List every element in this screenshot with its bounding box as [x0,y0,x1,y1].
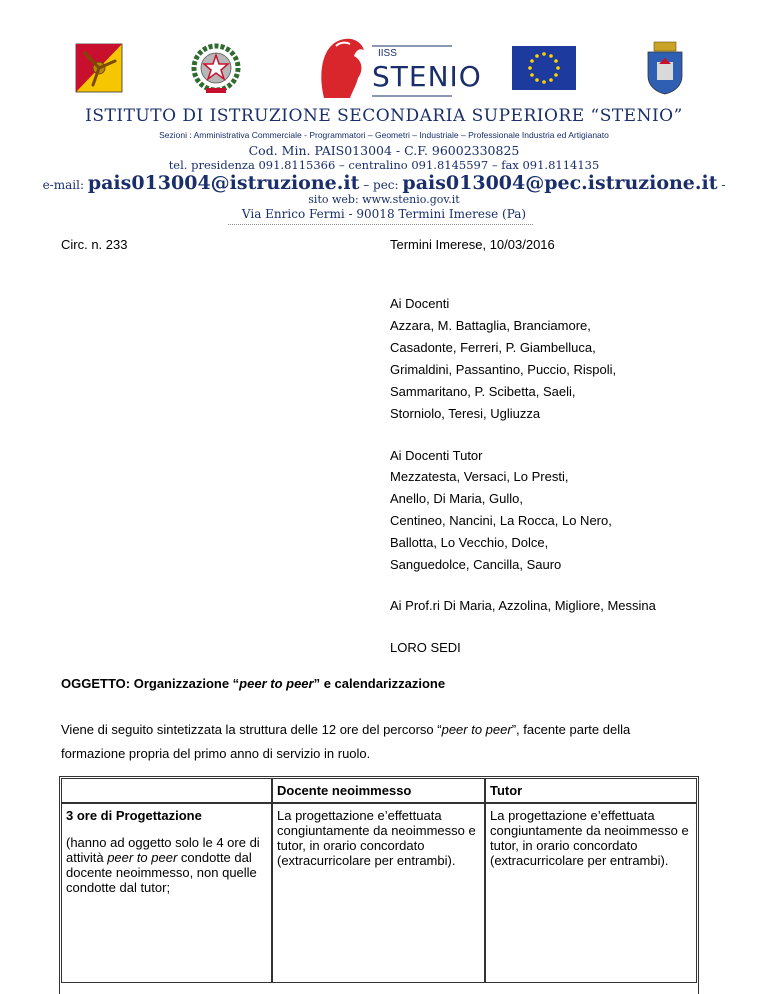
note-text: (hanno ad oggetto solo le 4 ore di attività [66,835,260,865]
header-logos [0,40,768,100]
italian-republic-emblem-icon [190,42,242,96]
recipients-group1-title: Ai Docenti [390,296,450,311]
subject-prefix: OGGETTO: Organizzazione “ [61,676,240,691]
note-text: condotte dal docente neoimmesso, non quelle condotte dal tutor; [66,850,257,895]
institute-address: Via Enrico Fermi - 90018 Termini Imerese (Pa) [241,207,527,221]
email-address[interactable]: pais013004@istruzione.it [87,172,360,194]
logo-wordmark: STENIO [372,60,482,93]
recipients-group2-line: Centineo, Nancini, La Rocca, Lo Nero, [390,513,612,528]
body-paragraph-line: formazione propria del primo anno di servizio in ruolo. [61,746,371,761]
institute-name: ISTITUTO DI ISTRUZIONE SECONDARIA SUPERIORE “STENIO” [85,106,683,126]
loro-sedi: LORO SEDI [390,640,461,655]
recipients-group1-line: Sammaritano, P. Scibetta, Saeli, [390,384,576,399]
place-date: Termini Imerese, 10/03/2016 [390,237,555,252]
body-italic: peer to peer [441,722,512,737]
sicily-region-emblem-icon [75,43,123,93]
activity-note [66,835,267,895]
structure-table [61,778,697,983]
institute-website[interactable]: sito web: www.stenio.gov.it [308,193,460,206]
table-cell-activity [61,803,272,983]
recipients-group1-line: Azzara, M. Battaglia, Branciamore, [390,318,591,333]
body-text: Viene di seguito sintetizzata la struttura delle 12 ore del percorso “ [61,722,442,737]
subject-italic: peer to peer [239,676,314,691]
institute-phones: tel. presidenza 091.8115366 – centralino 091.8145597 – fax 091.8114135 [168,158,600,172]
body-text: ”, facente parte della [511,722,631,737]
institute-email-line [0,172,768,194]
table-cell-docente: La progettazione e’effettuata congiuntamente da neoimmesso e tutor, in orario concordato (extracurricolare per entrambi). [272,803,485,983]
body-paragraph-line [61,722,630,737]
recipients-group1-line: Storniolo, Teresi, Ugliuzza [390,406,541,421]
note-italic: peer to peer [107,850,178,865]
header-divider [228,224,533,225]
table-cell-tutor: La progettazione e’effettuata congiuntamente da neoimmesso e tutor, in orario concordato (extracurricolare per entrambi). [485,803,697,983]
subject-suffix: ” e calendarizzazione [313,676,446,691]
pec-address[interactable]: pais013004@pec.istruzione.it [402,172,718,194]
subject-line [61,676,445,691]
town-crest-icon [644,40,686,96]
table-header-tutor: Tutor [485,778,697,803]
recipients-group3: Ai Prof.ri Di Maria, Azzolina, Migliore, Messina [390,598,656,613]
logo-prefix: IISS [378,48,397,59]
recipients-group2-line: Ballotta, Lo Vecchio, Dolce, [390,535,549,550]
recipients-group2-title: Ai Docenti Tutor [390,448,483,463]
institute-sections: Sezioni : Amministrativa Commerciale - Programmatori – Geometri – Industriale – Professionale Industria ed Artigianato [159,130,609,140]
stenio-school-logo [316,34,482,100]
recipients-group1-line: Casadonte, Ferreri, P. Giambelluca, [390,340,596,355]
circular-number: Circ. n. 233 [61,237,128,252]
table-header-row [61,778,697,803]
table-header-cell-empty [61,778,272,803]
recipients-group1-line: Grimaldini, Passantino, Puccio, Rispoli, [390,362,617,377]
activity-title: 3 ore di Progettazione [66,808,202,823]
pec-tail: - [721,178,726,192]
recipients-group2-line: Sanguedolce, Cancilla, Sauro [390,557,562,572]
pec-label: – pec: [363,178,399,192]
institute-codes: Cod. Min. PAIS013004 - C.F. 96002330825 [248,143,520,158]
recipients-group2-line: Anello, Di Maria, Gullo, [390,491,523,506]
eu-flag-icon [512,46,576,90]
table-header-docente: Docente neoimmesso [272,778,485,803]
table-row [61,803,697,983]
email-label: e-mail: [42,178,84,192]
recipients-group2-line: Mezzatesta, Versaci, Lo Presti, [390,469,569,484]
